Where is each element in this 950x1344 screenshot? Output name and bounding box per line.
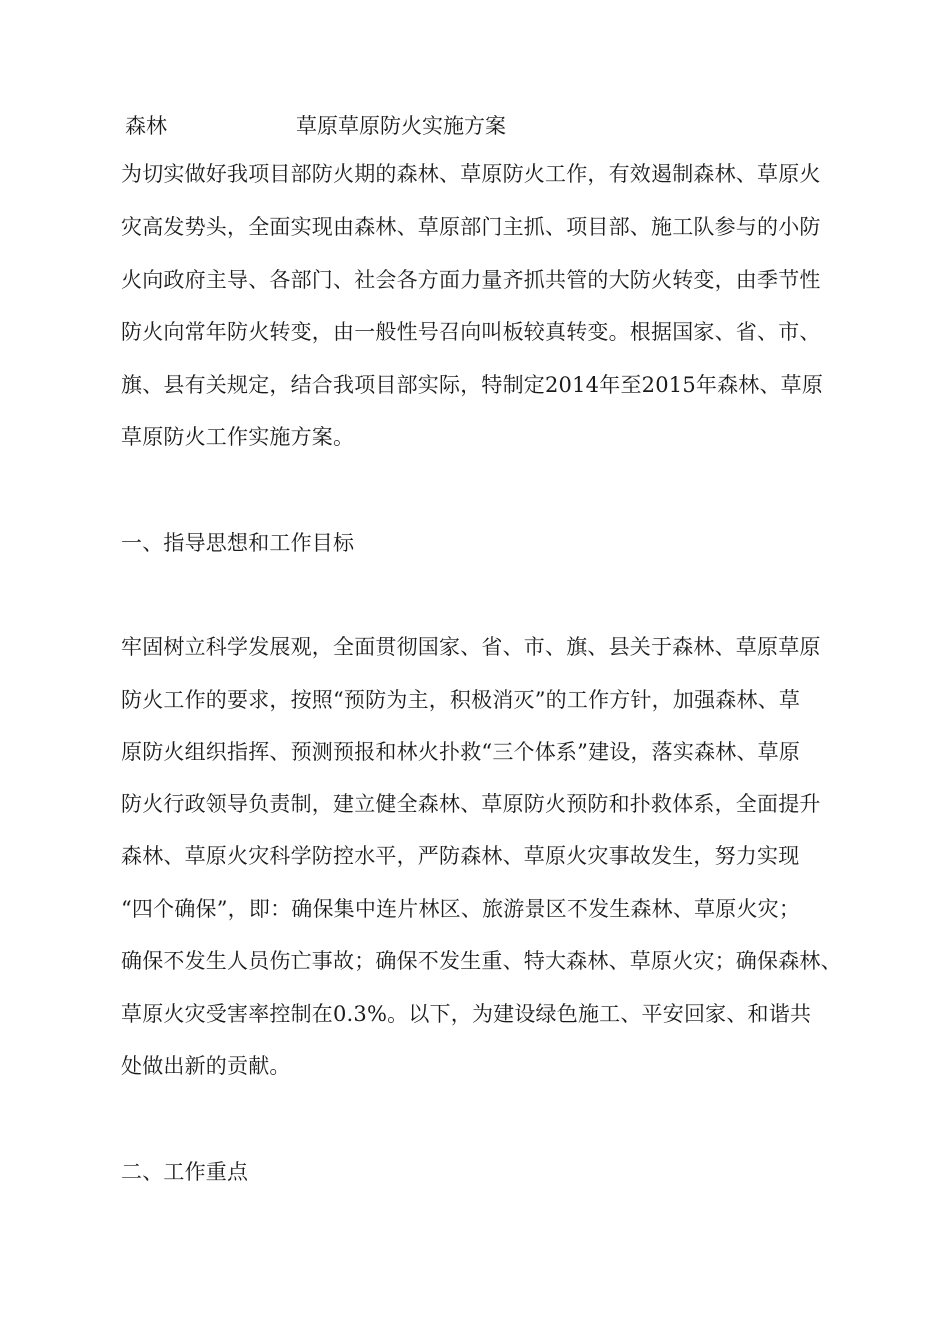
intro-line: 灾高发势头，全面实现由森林、草原部门主抓、项目部、施工队参与的小防 <box>121 215 821 239</box>
paragraph-line: 原防火组织指挥、预测预报和林火扑救“三个体系”建设，落实森林、草原 <box>121 740 801 764</box>
title-right: 草原草原防火实施方案 <box>296 114 506 138</box>
intro-line: 火向政府主导、各部门、社会各方面力量齐抓共管的大防火转变，由季节性 <box>121 268 821 292</box>
paragraph-line: 森林、草原火灾科学防控水平，严防森林、草原火灾事故发生，努力实现 <box>121 844 800 868</box>
paragraph-line: 防火行政领导负责制，建立健全森林、草原防火预防和扑救体系，全面提升 <box>121 792 821 816</box>
intro-line: 为切实做好我项目部防火期的森林、草原防火工作，有效遏制森林、草原火 <box>121 162 821 186</box>
section-heading: 二、工作重点 <box>121 1160 249 1184</box>
intro-line: 防火向常年防火转变，由一般性号召向叫板较真转变。根据国家、省、市、 <box>121 320 821 344</box>
intro-line: 草原防火工作实施方案。 <box>121 425 355 449</box>
paragraph-line: 草原火灾受害率控制在0.3%。以下，为建设绿色施工、平安回家、和谐共 <box>121 1002 812 1026</box>
title-left: 森林 <box>125 114 167 138</box>
paragraph-line: 处做出新的贡献。 <box>121 1054 291 1078</box>
section-heading: 一、指导思想和工作目标 <box>121 531 355 555</box>
intro-line: 旗、县有关规定，结合我项目部实际，特制定2014年至2015年森林、草原 <box>121 373 824 397</box>
paragraph-line: 确保不发生人员伤亡事故；确保不发生重、特大森林、草原火灾；确保森林、 <box>121 949 842 973</box>
paragraph-line: 牢固树立科学发展观，全面贯彻国家、省、市、旗、县关于森林、草原草原 <box>121 635 821 659</box>
paragraph-line: 防火工作的要求，按照“预防为主，积极消灭”的工作方针，加强森林、草 <box>121 688 801 712</box>
paragraph-line: “四个确保”，即：确保集中连片林区、旅游景区不发生森林、草原火灾； <box>121 897 801 921</box>
